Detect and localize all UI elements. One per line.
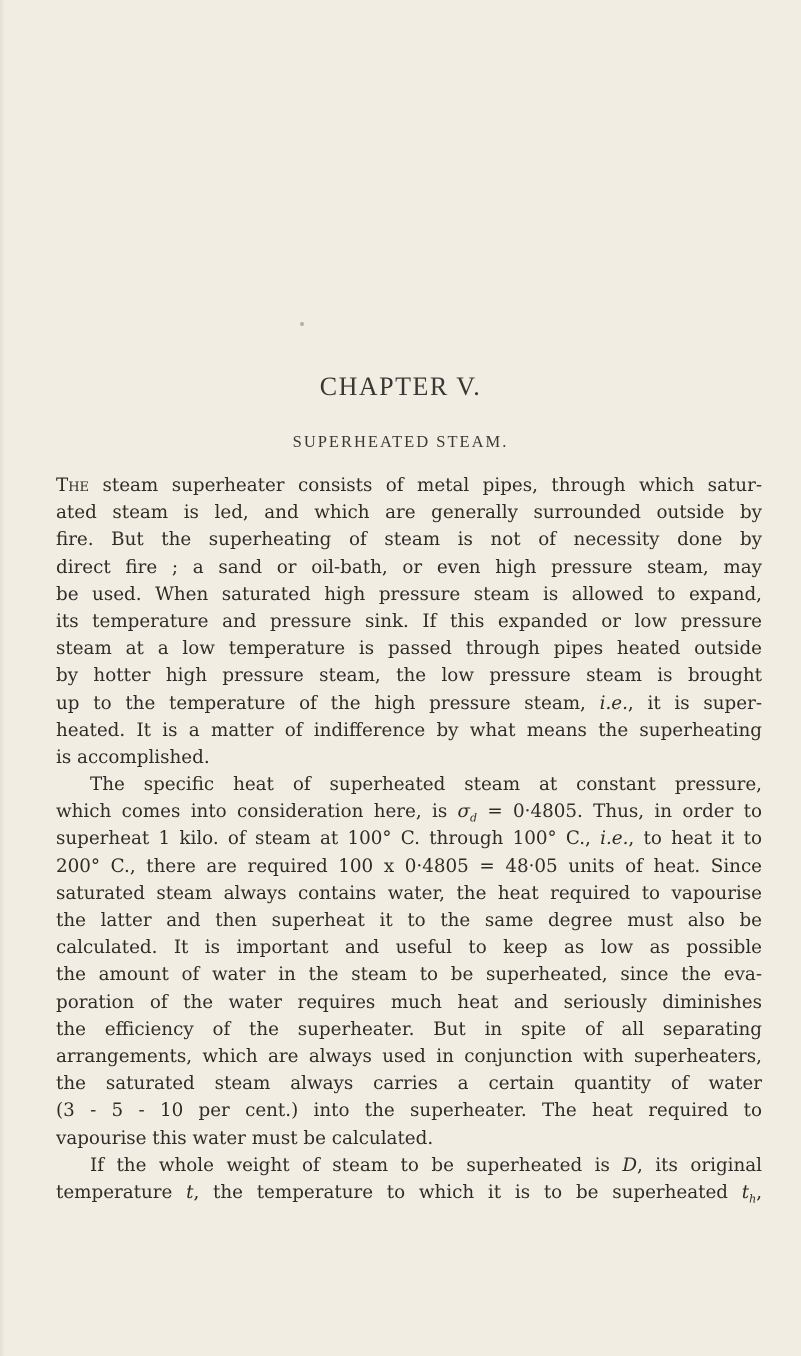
text-line: the latter and then superheat it to the same degree must also be <box>56 910 762 931</box>
text-line: calculated. It is important and useful to keep as low as possible <box>56 937 762 959</box>
text-line: If the whole weight of steam to be superheated is D, its original <box>90 1154 763 1176</box>
text-line: the efficiency of the superheater. But in spite of all separating <box>56 1018 762 1040</box>
chapter-heading: CHAPTER V. <box>319 372 482 401</box>
section-heading: SUPERHEATED STEAM. <box>292 432 509 451</box>
text-line: saturated steam always contains water, the heat required to vapourise <box>56 882 762 904</box>
text-line: its temperature and pressure sink. If this expanded or low pressure <box>56 610 762 632</box>
text-line: superheat 1 kilo. of steam at 100° C. through 100° C., i.e., to heat it to <box>56 828 762 850</box>
text-line: temperature t, the temperature to which it is to be superheated $t_h$, <box>56 1181 762 1206</box>
body-text <box>56 472 762 1206</box>
text-line: the saturated steam always carries a certain quantity of water <box>56 1073 762 1095</box>
text-line: (3 - 5 - 10 per cent.) into the superheater. The heat required to <box>56 1100 762 1122</box>
opening-word: The <box>56 475 90 496</box>
text-line: heated. It is a matter of indifference by what means the superheating <box>56 719 762 741</box>
text-line: fire. But the superheating of steam is not of necessity done by <box>56 529 762 551</box>
ink-speck <box>300 322 304 326</box>
text-line: by hotter high pressure steam, the low pressure steam is brought <box>56 665 762 687</box>
text-line: The steam superheater consists of metal pipes, through which satur- <box>56 475 763 496</box>
text-line: vapourise this water must be calculated. <box>56 1127 434 1149</box>
text-line: is accomplished. <box>56 746 210 768</box>
text-line: The specific heat of superheated steam at constant pressure, <box>90 774 762 796</box>
text-line: up to the temperature of the high pressure steam, i.e., it is super- <box>56 692 762 714</box>
page-edge-shadow <box>0 0 5 1356</box>
text-line: ated steam is led, and which are generally surrounded outside by <box>56 502 762 524</box>
text-line: poration of the water requires much heat and seriously diminishes <box>56 991 762 1013</box>
text-line: arrangements, which are always used in conjunction with superheaters, <box>56 1045 762 1067</box>
text-line: 200° C., there are required 100 x 0·4805 = 48·05 units of heat. Since <box>56 855 762 877</box>
text-line: direct fire ; a sand or oil-bath, or even high pressure steam, may <box>56 556 762 578</box>
text-line: the amount of water in the steam to be superheated, since the eva- <box>56 964 762 986</box>
text-line: steam at a low temperature is passed through pipes heated outside <box>56 638 762 660</box>
text-line: be used. When saturated high pressure steam is allowed to expand, <box>56 583 762 605</box>
sigma-symbol: σ <box>457 801 471 823</box>
text-line: which comes into consideration here, is $\sigma_d = 0\cdot 4805$. Thus, in order to <box>56 801 763 825</box>
